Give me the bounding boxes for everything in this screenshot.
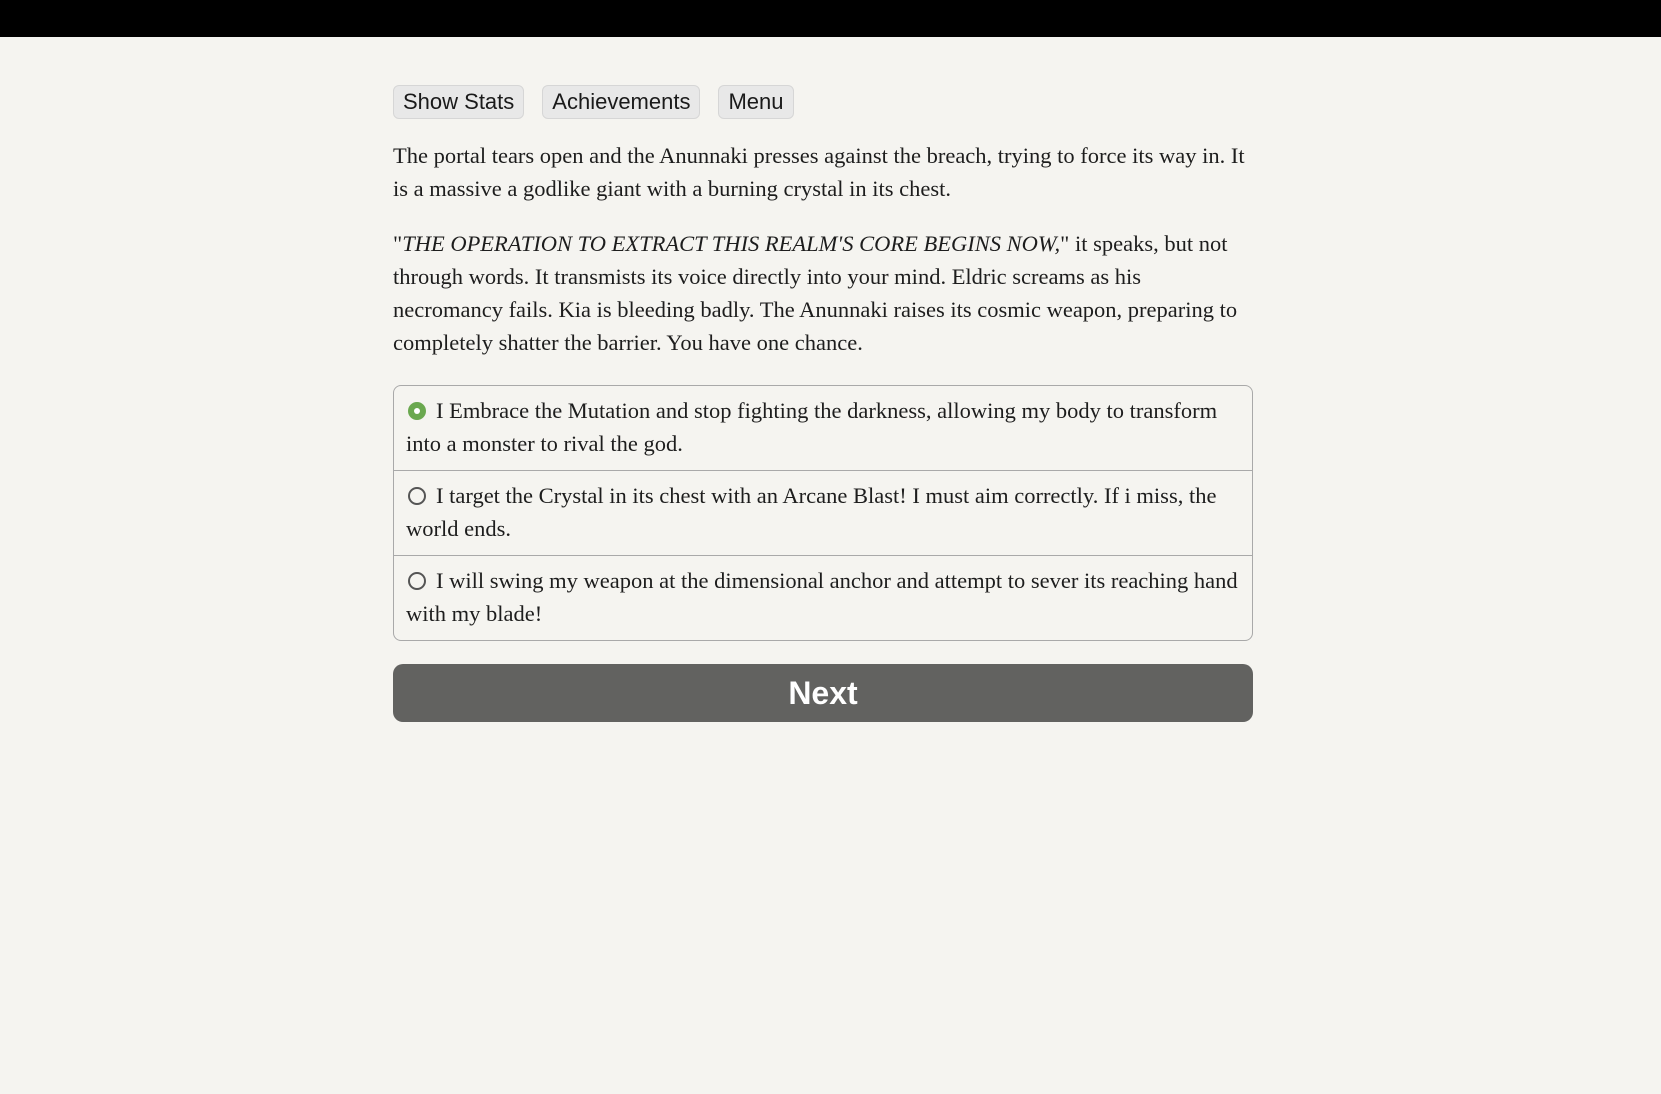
choice-option-3[interactable] bbox=[394, 555, 1252, 640]
next-button[interactable]: Next bbox=[393, 664, 1253, 722]
radio-unselected-icon[interactable] bbox=[408, 487, 426, 505]
choice-option-1[interactable] bbox=[394, 386, 1252, 470]
radio-unselected-icon[interactable] bbox=[408, 572, 426, 590]
achievements-button[interactable]: Achievements bbox=[542, 85, 700, 119]
game-content bbox=[393, 85, 1253, 722]
menu-button[interactable]: Menu bbox=[718, 85, 793, 119]
top-bar bbox=[0, 0, 1661, 37]
toolbar bbox=[393, 85, 1253, 119]
choice-label-1: I Embrace the Mutation and stop fighting the darkness, allowing my body to transform into a monster to rival the god. bbox=[406, 398, 1218, 456]
scrollbar-track[interactable] bbox=[1640, 37, 1661, 1080]
choice-option-2[interactable] bbox=[394, 470, 1252, 555]
quote-open: " bbox=[393, 231, 403, 256]
story-paragraph-2-rest: " it speaks, but not through words. It transmists its voice directly into your mind. Eldric screams as his necromancy fails. Kia is bleeding badly. The Anunnaki raises its cosmic weapon, preparing to completely shatter the barrier. You have one chance. bbox=[393, 231, 1238, 355]
choice-label-3: I will swing my weapon at the dimensional anchor and attempt to sever its reaching hand with my blade! bbox=[406, 568, 1238, 626]
choice-label-2: I target the Crystal in its chest with an Arcane Blast! I must aim correctly. If i miss, the world ends. bbox=[406, 483, 1217, 541]
anunnaki-speech: THE OPERATION TO EXTRACT THIS REALM'S CORE BEGINS NOW, bbox=[402, 231, 1061, 256]
show-stats-button[interactable]: Show Stats bbox=[393, 85, 524, 119]
choice-list bbox=[393, 385, 1253, 641]
story-paragraph-1: The portal tears open and the Anunnaki presses against the breach, trying to force its way in. It is a massive a godlike giant with a burning crystal in its chest. bbox=[393, 143, 1245, 201]
story-paragraph-2 bbox=[393, 227, 1253, 359]
radio-selected-icon[interactable] bbox=[408, 402, 426, 420]
